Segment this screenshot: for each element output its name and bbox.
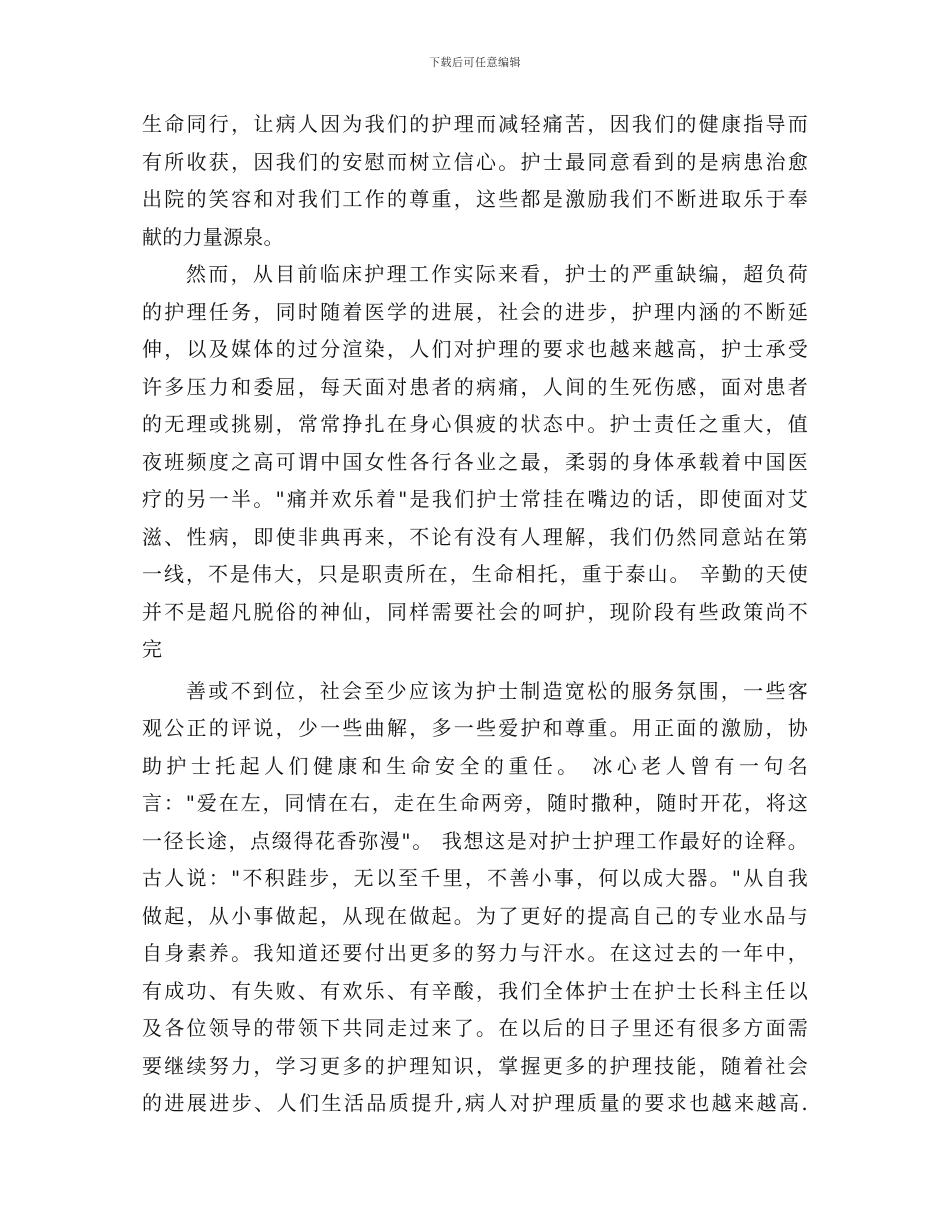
- paragraph-1: [142, 106, 808, 256]
- text-line: 自身素养。我知道还要付出更多的努力与汗水。在这过去的一年中，: [142, 941, 808, 965]
- document-body: [142, 106, 808, 1123]
- text-line: 做起，从小事做起，从现在做起。为了更好的提高自己的专业水品与: [142, 903, 808, 928]
- text-line: 并不是超凡脱俗的神仙，同样需要社会的呵护，现阶段有些政策尚不: [142, 599, 808, 624]
- paragraph-2: [142, 256, 808, 669]
- paragraph-3: [142, 673, 808, 1123]
- text-line: 助护士托起人们健康和生命安全的重任。 冰心老人曾有一句名: [142, 753, 808, 778]
- text-line: 许多压力和委屈，每天面对患者的病痛，人间的生死伤感，面对患者: [142, 374, 808, 399]
- text-line: 一线，不是伟大，只是职责所在，生命相托，重于泰山。 辛勤的天使: [142, 562, 808, 586]
- text-line: 有所收获，因我们的安慰而树立信心。护士最同意看到的是病患治愈: [142, 149, 808, 174]
- text-line: 的护理任务，同时随着医学的进展，社会的进步，护理内涵的不断延: [142, 299, 808, 324]
- text-line: 有成功、有失败、有欢乐、有辛酸，我们全体护士在护士长科主任以: [142, 978, 808, 1003]
- text-line: 疗的另一半。"痛并欢乐着"是我们护士常挂在嘴边的话，即使面对艾: [142, 487, 808, 511]
- text-line: 善或不到位，社会至少应该为护士制造宽松的服务氛围，一些客: [186, 678, 808, 703]
- text-line: 夜班频度之高可谓中国女性各行各业之最，柔弱的身体承载着中国医: [142, 449, 808, 474]
- text-line: 生命同行，让病人因为我们的护理而减轻痛苦，因我们的健康指导而: [142, 112, 808, 136]
- text-line: 的进展进步、人们生活品质提升,病人对护理质量的要求也越来越高.: [142, 1091, 808, 1115]
- text-line: 伸，以及媒体的过分渲染，人们对护理的要求也越来越高，护士承受: [142, 337, 808, 361]
- text-line: 然而，从目前临床护理工作实际来看，护士的严重缺编，超负荷: [186, 262, 808, 286]
- page-header: 下载后可任意编辑: [429, 56, 521, 69]
- text-line: 出院的笑容和对我们工作的尊重，这些都是激励我们不断进取乐于奉: [142, 187, 808, 211]
- text-line: 古人说："不积跬步，无以至千里，不善小事，何以成大器。"从自我: [142, 866, 808, 890]
- text-line: 的无理或挑剔，常常挣扎在身心俱疲的状态中。护士责任之重大，值: [142, 412, 808, 436]
- text-line: 完: [142, 637, 163, 661]
- text-line: 滋、性病，即使非典再来，不论有没有人理解，我们仍然同意站在第: [142, 524, 808, 549]
- text-line: 要继续努力，学习更多的护理知识，掌握更多的护理技能，随着社会: [142, 1053, 808, 1078]
- text-line: 献的力量源泉。: [142, 224, 284, 249]
- text-line: 及各位领导的带领下共同走过来了。在以后的日子里还有很多方面需: [142, 1016, 808, 1040]
- text-line: 言："爱在左，同情在右，走在生命两旁，随时撒种，随时开花，将这: [142, 791, 808, 815]
- text-line: 一径长途，点缀得花香弥漫"。 我想这是对护士护理工作最好的诠释。: [142, 828, 808, 853]
- text-line: 观公正的评说，少一些曲解，多一些爱护和尊重。用正面的激励，协: [142, 716, 808, 740]
